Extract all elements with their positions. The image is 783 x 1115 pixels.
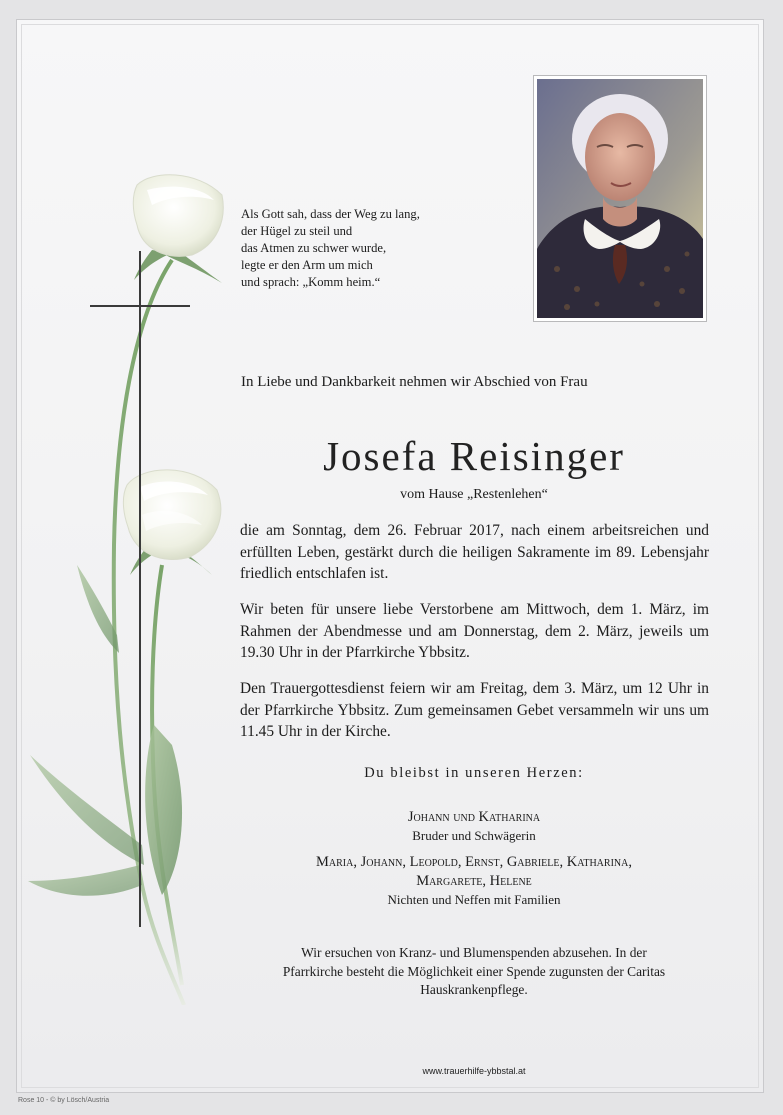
cross-icon — [139, 251, 141, 927]
closing-line: Hauskrankenpflege. — [420, 982, 528, 997]
white-roses-illustration — [22, 165, 232, 1005]
paragraph-death: die am Sonntag, dem 26. Februar 2017, nach einem arbeitsreichen und erfüllten Leben, gestärkt durch die heiligen Sakramente im 89. Lebensjahr friedlich entschlafen ist. — [240, 522, 709, 582]
family-relation: Bruder und Schwägerin — [412, 828, 536, 843]
family-group — [240, 808, 708, 845]
website-link[interactable]: www.trauerhilfe-ybbstal.at — [422, 1066, 526, 1076]
closing-note — [240, 944, 708, 1000]
closing-line: Pfarrkirche besteht die Möglichkeit einer Spende zugunsten der Caritas — [282, 963, 666, 979]
heart-line: Du bleibst in unseren Herzen: — [364, 765, 584, 781]
copyright-credit: Rose 10 - © by Lösch/Austria — [18, 1097, 110, 1104]
portrait-photo — [533, 75, 707, 322]
paragraph-prayer: Wir beten für unsere liebe Verstorbene am Mittwoch, dem 1. März, im Rahmen der Abendmesse und am Donnerstag, dem 2. März, jeweils um 19.30 Uhr in der Pfarrkirche Ybbsitz. — [240, 601, 709, 661]
poem-line: der Hügel zu steil und — [241, 224, 353, 238]
closing-line: Wir ersuchen von Kranz- und Blumenspenden abzusehen. In der — [301, 945, 647, 960]
poem-line: legte er den Arm um mich — [241, 258, 373, 272]
family-names: Maria, Johann, Leopold, Ernst, Gabriele, Katharina, — [316, 854, 632, 870]
portrait-image — [537, 79, 703, 318]
family-group — [240, 853, 708, 909]
family-names: Johann und Katharina — [407, 809, 541, 825]
poem — [241, 206, 501, 291]
intro-line: In Liebe und Dankbarkeit nehmen wir Abschied von Frau — [241, 374, 588, 390]
poem-line: und sprach: „Komm heim.“ — [241, 275, 381, 289]
family-relation: Nichten und Neffen mit Familien — [387, 892, 561, 907]
family-names: Margarete, Helene — [416, 873, 532, 889]
poem-line: das Atmen zu schwer wurde, — [241, 241, 387, 255]
deceased-name: Josefa Reisinger — [323, 433, 625, 479]
house-name: vom Hause „Restenlehen“ — [400, 487, 548, 502]
cross-icon-bar — [90, 305, 190, 307]
poem-line: Als Gott sah, dass der Weg zu lang, — [241, 207, 420, 221]
paragraph-funeral: Den Trauergottesdienst feiern wir am Freitag, dem 3. März, um 12 Uhr in der Pfarrkirche Ybbsitz. Zum gemeinsamen Gebet versammeln wir uns um 11.45 Uhr in der Kirche. — [240, 680, 709, 740]
